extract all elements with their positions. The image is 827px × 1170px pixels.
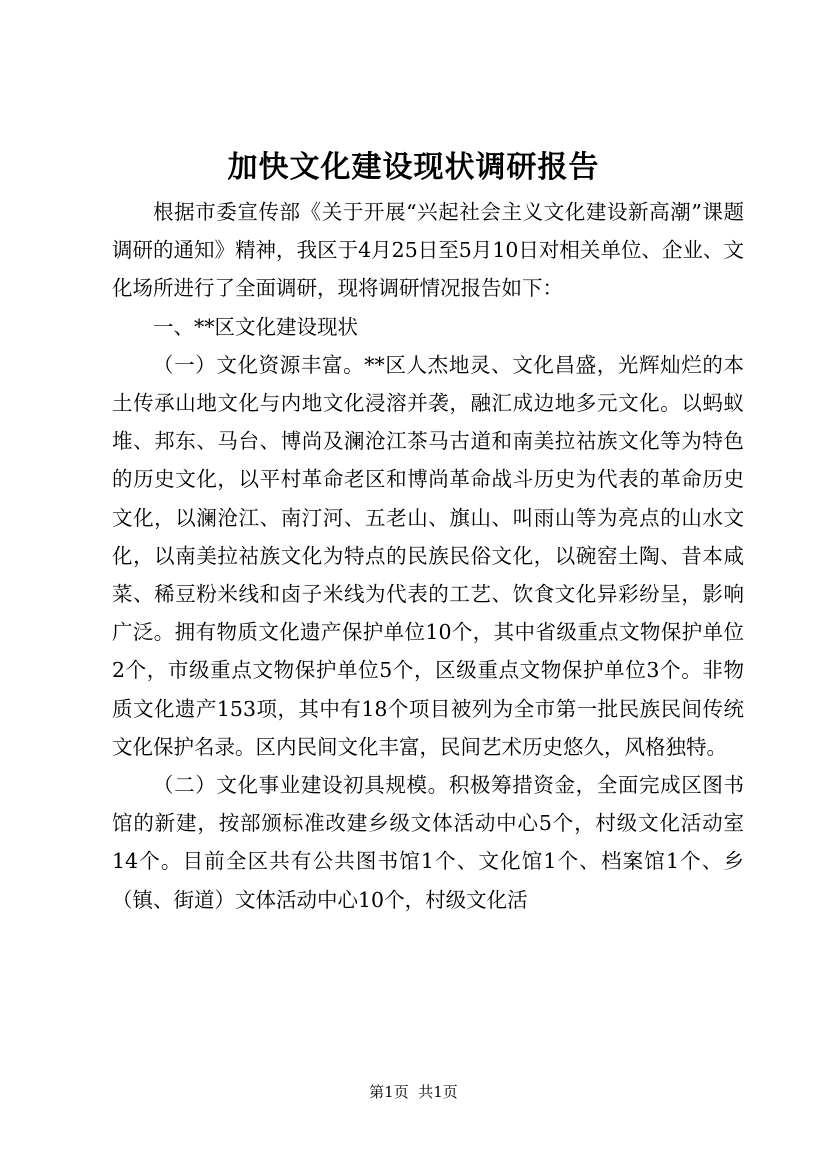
document-title: 加快文化建设现状调研报告 <box>227 150 600 185</box>
paragraph-cultural-undertakings: （二）文化事业建设初具规模。积极筹措资金，全面完成区图书馆的新建，按部颁标准改建乡级文体活动中心5个，村级文化活动室14个。目前全区共有公共图书馆1个、文化馆1个、档案馆1个、乡（镇、街道）文体活动中心10个，村级文化活 <box>112 773 744 912</box>
page-total: 共1页 <box>418 1083 458 1101</box>
paragraph-intro: 根据市委宣传部《关于开展“兴起社会主义文化建设新高潮”课题调研的通知》精神，我区于4月25日至5月10日对相关单位、企业、文化场所进行了全面调研，现将调研情况报告如下： <box>112 200 744 301</box>
page-footer <box>0 1080 827 1104</box>
paragraph-cultural-resources: （一）文化资源丰富。**区人杰地灵、文化昌盛，光辉灿烂的本土传承山地文化与内地文化浸溶并袭，融汇成边地多元文化。以蚂蚁堆、邦东、马台、博尚及澜沧江茶马古道和南美拉祜族文化等为特色的历史文化，以平村革命老区和博尚革命战斗历史为代表的革命历史文化，以澜沧江、南汀河、五老山、旗山、叫雨山等为亮点的山水文化，以南美拉祜族文化为特点的民族民俗文化，以碗窑土陶、昔本咸菜、稀豆粉米线和卤子米线为代表的工艺、饮食文化异彩纷呈，影响广泛。拥有物质文化遗产保护单位10个，其中省级重点文物保护单位2个，市级重点文物保护单位5个，区级重点文物保护单位3个。非物质文化遗产153项，其中有18个项目被列为全市第一批民族民间传统文化保护名录。区内民间文化丰富，民间艺术历史悠久，风格独特。 <box>112 352 744 759</box>
document-body <box>112 193 744 919</box>
section-heading: 一、**区文化建设现状 <box>153 314 358 339</box>
page-number: 第1页 <box>369 1083 409 1101</box>
